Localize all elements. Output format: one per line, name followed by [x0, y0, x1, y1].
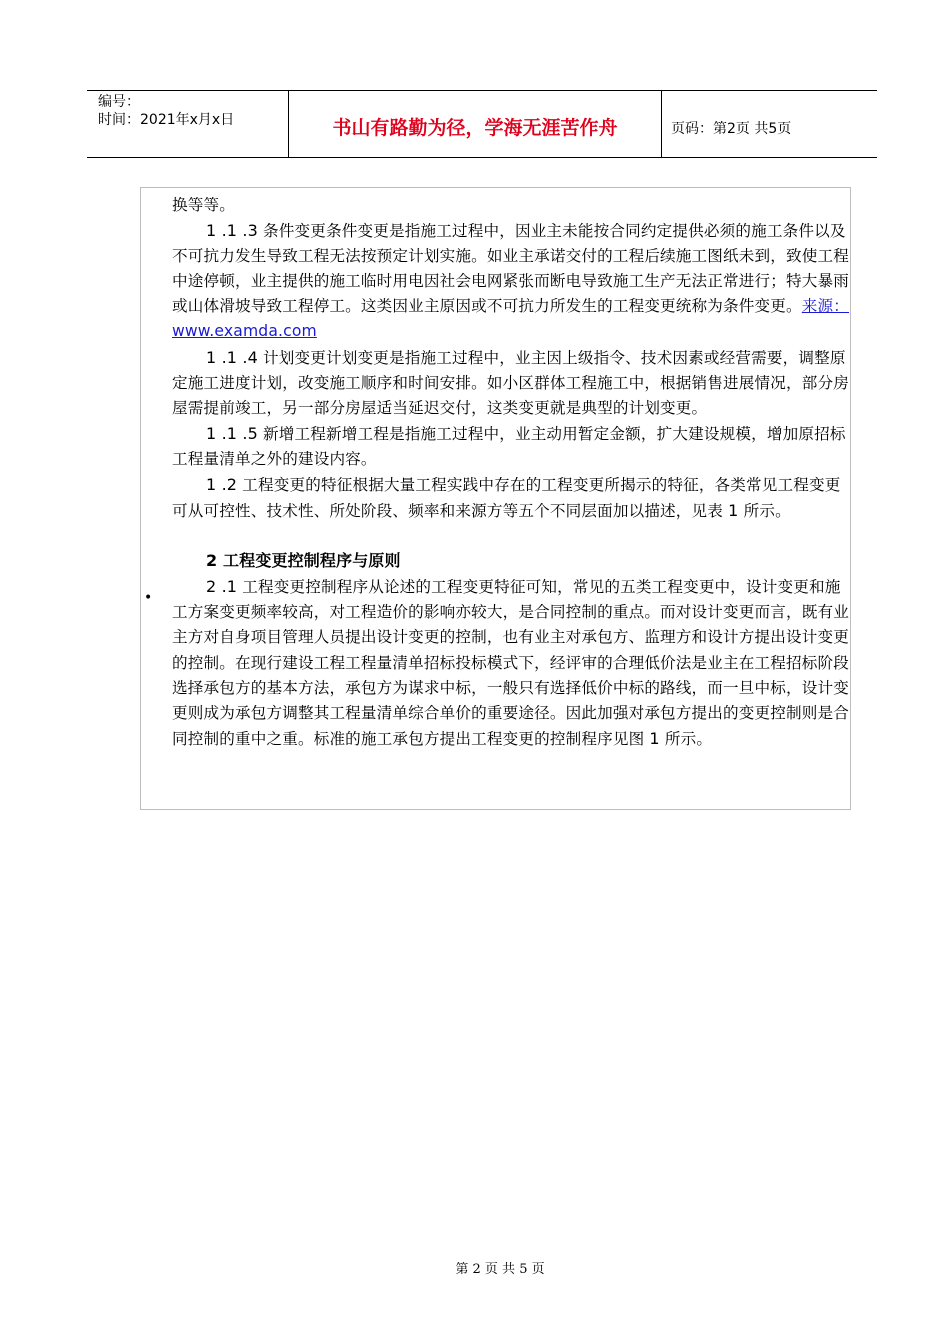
- paragraph-text: 新增工程新增工程是指施工过程中，业主动用暂定金额，扩大建设规模，增加原招标工程量清单之外的建设内容。: [172, 424, 846, 468]
- paragraph-text-end: 所示。: [738, 502, 791, 521]
- source-link-url[interactable]: www.examda.com: [172, 322, 317, 341]
- header-top-rule: [87, 90, 877, 91]
- paragraph-text: 工程变更控制程序从论述的工程变更特征可知，常见的五类工程变更中，设计变更和施工方案变更频率较高，对工程造价的影响亦较大，是合同控制的重点。而对设计变更而言，既有业主方对自身项目管理人员提出设计变更的控制，也有业主对承包方、监理方和设计方提出设计变更的控制。在现行建设工程工程量清单招标投标模式下，经评审的合理低价法是业主在工程招标阶段选择承包方的基本方法，承包方为谋求中标，一般只有选择低价中标的路线，而一旦中标，设计变更则成为承包方调整其工程量清单综合单价的重要途径。因此加强对承包方提出的变更控制则是合同控制的重中之重。标准的施工承包方提出工程变更的控制程序见图: [172, 578, 849, 748]
- paragraph-1-1-5: [172, 421, 852, 472]
- paragraph-text: 工程变更的特征根据大量工程实践中存在的工程变更所揭示的特征，各类常见工程变更可从可控性、技术性、所处阶段、频率和来源方等五个不同层面加以描述，见表: [172, 476, 841, 521]
- bullet-marker: •: [144, 590, 153, 606]
- paragraph-2-1: [172, 574, 852, 752]
- section-heading-2: [172, 548, 852, 574]
- section-number: 1 .1 .3: [206, 221, 258, 241]
- figure-reference: 1: [649, 728, 660, 748]
- section-number: 1 .1 .5: [206, 423, 258, 443]
- header-divider-right: [661, 90, 662, 158]
- paragraph-1-1-4: [172, 345, 852, 421]
- header-bottom-rule: [87, 157, 877, 158]
- section-number: 1 .1 .4: [206, 347, 258, 367]
- header-motto: 书山有路勤为径，学海无涯苦作舟: [332, 117, 618, 139]
- heading-number: 2: [206, 551, 218, 571]
- source-link-label[interactable]: 来源：: [801, 297, 849, 316]
- header-page-info: 页码：第2页 共5页: [671, 121, 792, 137]
- table-reference: 1: [728, 501, 739, 521]
- paragraph-text-end: 所示。: [659, 729, 713, 748]
- paragraph-text: 条件变更条件变更是指施工过程中，因业主未能按合同约定提供必须的施工条件以及不可抗力发生导致工程无法按预定计划实施。如业主承诺交付的工程后续施工图纸未到，致使工程中途停顿，业主提供的施工临时用电因社会电网紧张而断电导致施工生产无法正常进行；特大暴雨或山体滑坡导致工程停工。这类因业主原因或不可抗力所发生的工程变更统称为条件变更。: [172, 222, 849, 316]
- document-number-label: 编号：: [98, 94, 140, 110]
- paragraph-1-1-3: [172, 218, 852, 344]
- paragraph-text: 计划变更计划变更是指施工过程中，业主因上级指令、技术因素或经营需要，调整原定施工进度计划，改变施工顺序和时间安排。如小区群体工程施工中，根据销售进展情况，部分房屋需提前竣工，另一部分房屋适当延迟交付，这类变更就是典型的计划变更。: [172, 348, 849, 417]
- section-number: 2 .1: [206, 577, 238, 597]
- paragraph-continuation: 换等等。: [172, 196, 235, 214]
- section-number: 1 .2: [206, 475, 238, 495]
- paragraph-gap: [172, 524, 852, 548]
- page-footer: 第 2 页 共 5 页: [455, 1262, 545, 1277]
- heading-text: 工程变更控制程序与原则: [217, 551, 401, 571]
- paragraph-1-2: [172, 472, 852, 524]
- document-time-label: 时间：2021年x月x日: [98, 112, 235, 128]
- header-meta: [98, 93, 286, 129]
- document-body: [172, 193, 852, 752]
